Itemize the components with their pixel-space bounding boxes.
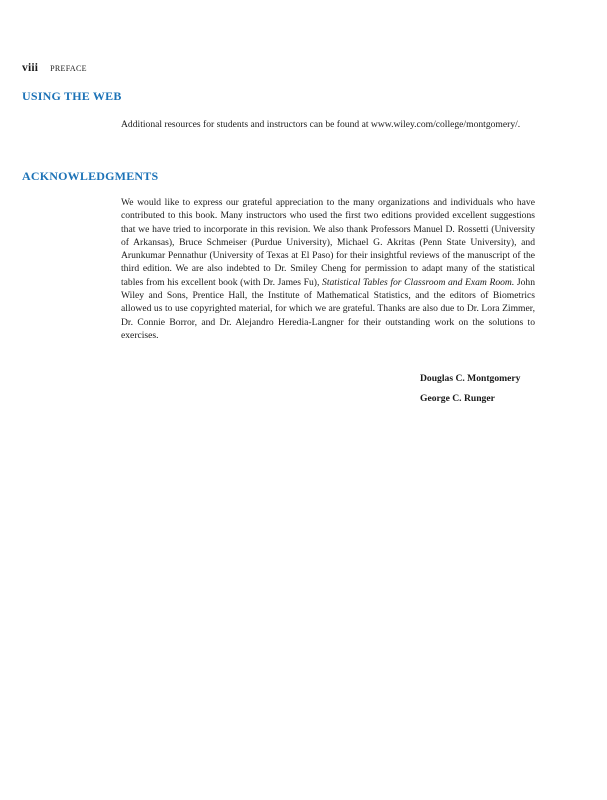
- signature-author-1: Douglas C. Montgomery: [420, 373, 521, 384]
- book-title: Statistical Tables for Classroom and Exam Room.: [322, 276, 515, 288]
- running-head: [22, 58, 87, 72]
- section-heading-acknowledgments: ACKNOWLEDGMENTS: [22, 169, 159, 183]
- signature-author-2: George C. Runger: [420, 393, 495, 404]
- paragraph-web-resources: Additional resources for students and instructors can be found at www.wiley.com/college/montgomery/.: [121, 119, 521, 130]
- running-title: PREFACE: [50, 64, 87, 73]
- acknowledgments-text-part2: John Wiley and Sons, Prentice Hall, the Institute of Mathematical Statistics, and the editors of Biometrics allowed us to use copyrighted material, for which we are grateful. Thanks are also due to Dr. Lora Zimmer, Dr. Connie Borror, and Dr. Alejandro Heredia-Langner for their outstanding work on the solutions to exercises.: [121, 276, 535, 341]
- section-heading-using-the-web: USING THE WEB: [22, 89, 122, 103]
- page-number: viii: [22, 62, 39, 74]
- acknowledgments-text-part1: We would like to express our grateful appreciation to the many organizations and individuals who have contributed to this book. Many instructors who used the first two editions provided excellent suggestions that we have tried to incorporate in this revision. We also thank Professors Manuel D. Rossetti (University of Arkansas), Bruce Schmeiser (Purdue University), Michael G. Akritas (Penn State University), and Arunkumar Pennathur (University of Texas at El Paso) for their insightful reviews of the manuscript of the third edition. We are also indebted to Dr. Smiley Cheng for permission to adapt many of the statistical tables from his excellent book (with Dr. James Fu),: [121, 197, 535, 288]
- paragraph-acknowledgments: [121, 196, 535, 342]
